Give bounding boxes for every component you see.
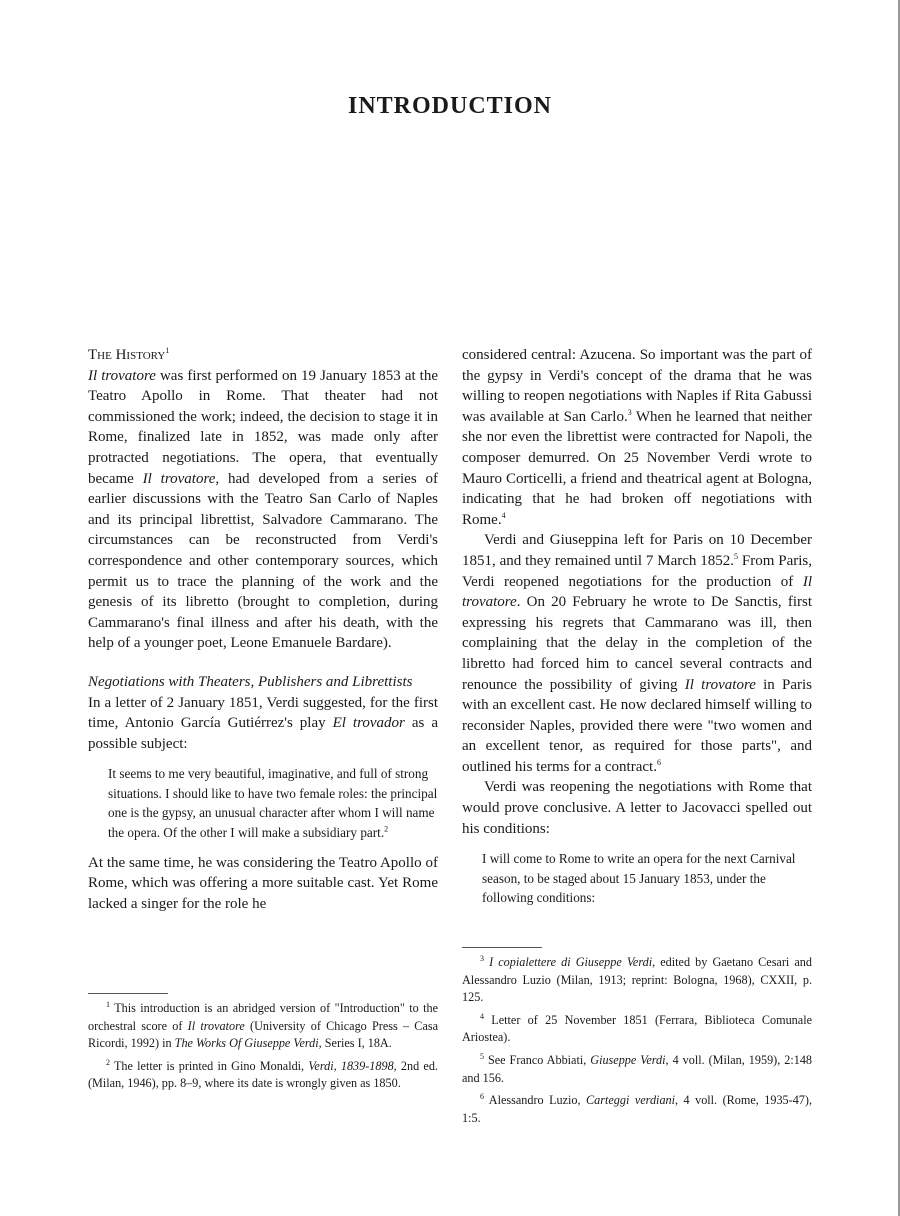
section-heading: The History$^1$ [88,346,170,363]
left-column [88,345,438,914]
footnote-ref[interactable]: 4 [501,510,506,520]
footnotes-left [88,993,438,1098]
footnote-3: $^3$ I copialettere di Giuseppe Verdi, edited by Gaetano Cesari and Alessandro Luzio (Milan, 1913; reprint: Bologna, 1968), CXXII, p. 125. [462,953,812,1005]
footnote-5: $^5$ See Franco Abbiati, Giuseppe Verdi, 4 voll. (Milan, 1959), 2:148 and 156. [462,1051,813,1085]
paragraph-paris: Verdi and Giuseppina left for Paris on 10 December 1851, and they remained until 7 March 1852.$^5$ From Paris, Verdi reopened negotiations for the production of Il trovatore. On 20 February he wrote to De Sanctis, first expressing his regrets that Cammarano was ill, then complaining that the delay in the completion of the libretto had forced him to cancel several contracts and renounce the possibility of giving Il trovatore in Paris with an excellent cast. He now declared himself willing to reconsider Naples, provided there were "two women and an excellent tenor, as required for those parts", and outlined his terms for a contract.$^6$ [462,532,813,775]
footnote-divider [88,993,168,994]
paragraph-rome: At the same time, he was considering the Teatro Apollo of Rome, which was offering a more suitable cast. Yet Rome lacked a singer for the role he [88,854,438,912]
paragraph-conditions: Verdi was reopening the negotiations with Rome that would prove conclusive. A letter to Jacovacci spelled out his conditions: [462,779,812,837]
subsection-heading: Negotiations with Theaters, Publishers and Librettists [88,673,413,690]
footnotes-right [462,947,812,1132]
paragraph-azucena: considered central: Azucena. So important was the part of the gypsy in Verdi's concept of the drama that he was willing to reopen negotiations with Naples if Rita Gabussi was available at San Carlo.$^3$ When he learned that neither she nor even the librettist were contracted for Napoli, the composer demurred. On 25 November Verdi wrote to Mauro Corticelli, a friend and theatrical agent at Bologna, indicating that he had broken off negotiations with Rome.$^4$ [462,347,812,528]
footnote-ref[interactable]: 2 [384,824,389,834]
footnote-2: $^2$ The letter is printed in Gino Monaldi, Verdi, 1839-1898, 2nd ed. (Milan, 1946), pp. 8–9, where its date is wrongly given as 1850. [88,1057,438,1091]
footnote-4: $^4$ Letter of 25 November 1851 (Ferrara, Biblioteca Comunale Ariostea). [462,1011,812,1045]
right-column [462,345,812,918]
block-quote: I will come to Rome to write an opera for the next Carnival season, to be staged about 15 January 1853, under the following conditions: [482,851,796,906]
block-quote: It seems to me very beautiful, imaginative, and full of strong situations. I should like to have two female roles: the principal one is the gypsy, an unusual character after whom I will name the opera. Of the other I will make a subsidiary part.$^2$ [108,766,438,841]
footnote-divider [462,947,542,948]
footnote-1: $^1$ This introduction is an abridged version of "Introduction" to the orchestral score of Il trovatore (University of Chicago Press – Casa Ricordi, 1992) in The Works Of Giuseppe Verdi, Series I, 18A. [88,999,439,1051]
footnote-ref[interactable]: 3 [627,407,632,417]
footnote-ref[interactable]: 6 [656,757,661,767]
footnote-6: $^6$ Alessandro Luzio, Carteggi verdiani, 4 voll. (Rome, 1935-47), 1:5. [462,1092,812,1125]
page-title: INTRODUCTION [347,93,553,119]
paragraph-letter: In a letter of 2 January 1851, Verdi suggested, for the first time, Antonio García Gutiérrez's play El trovador as a possible subject: [88,694,439,752]
footnote-ref[interactable]: 5 [734,551,739,561]
paragraph-history: Il trovatore was first performed on 19 January 1853 at the Teatro Apollo in Rome. That theater had not commissioned the work; indeed, the decision to stage it in Rome, finalized late in 1852, was made only after protracted negotiations. The opera, that eventually became Il trovatore, had developed from a series of earlier discussions with the Teatro San Carlo of Naples and its principal librettist, Salvadore Cammarano. The circumstances can be reconstructed from Verdi's correspondence and other contemporary sources, which permit us to trace the planning of the work and the genesis of its libretto (brought to completion, during Cammarano's final illness and after his death, with the help of a younger poet, Leone Emanuele Bardare). [88,367,439,652]
footnote-ref[interactable]: 1 [165,346,170,355]
